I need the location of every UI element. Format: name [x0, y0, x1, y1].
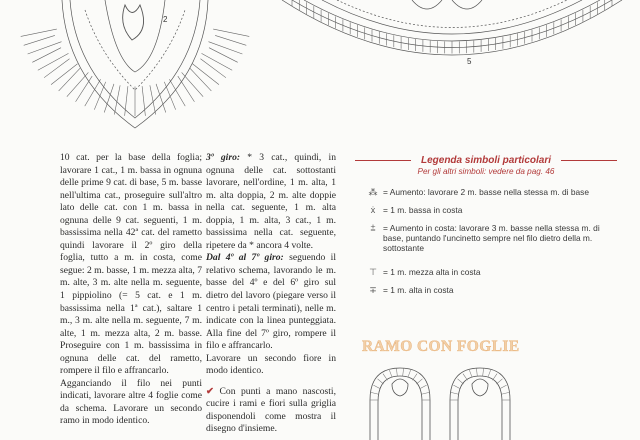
increase-symbol-icon: ⁂ [368, 187, 378, 197]
stitch-mark [59, 68, 80, 91]
instructions-column-1 [60, 152, 202, 428]
giro3-paragraph [206, 152, 336, 252]
stitch-mark [192, 64, 219, 85]
stitch-mark [469, 370, 472, 377]
stitch-mark [451, 392, 459, 394]
stitch-mark [419, 385, 426, 389]
rib-single-symbol-icon: ẋ [370, 205, 376, 215]
stitch-mark [67, 72, 89, 96]
legend-subtitle: Per gli altri simboli: vedere da pag. 46 [417, 167, 555, 176]
giro4-paragraph [206, 252, 336, 352]
rib-increase-symbol-icon: ⩲ [370, 223, 376, 233]
giro3-heading: 3º giro: [206, 152, 241, 163]
stitch-mark [408, 370, 411, 377]
check-icon: ✔ [206, 385, 215, 397]
giro3-text: * 3 cat., quindi, in ognuna delle cat. sottostanti lavorare, nell'ordine, 1 m. alta, 1 m. alta doppia, 2 m. alte doppie nella cat. seguente, 1 m. alta doppia, 1 m. alta, 3 cat., 1 m. bassissima nella cat. seguente, ripetere da * ancora 4 volte. [206, 152, 336, 251]
stitch-mark [182, 72, 204, 96]
legend-text: = Aumento: lavorare 2 m. basse nella stessa m. di base [383, 187, 589, 197]
legend-text: = 1 m. bassa in costa [383, 205, 463, 215]
stitch-mark [483, 368, 484, 376]
stitch-mark [200, 59, 225, 78]
stitch-mark [104, 84, 114, 113]
stitch-mark [378, 379, 384, 384]
stitch-mark [94, 82, 105, 110]
stitch-mark [476, 368, 477, 376]
instructions-paragraph: 10 cat. per la base della foglia; lavorare 1 cat., 1 m. bassa in ognuna delle prime 9 cat. di base, 5 m. basse nell'ultima cat., proseguire sull'altro lato delle cat. con 1 m. bassa in ognuna delle 9 cat. seguenti, 1 m. bassissima nella 42ª cat. del rametto quindi lavorare il 2º giro della foglia, tutto a m. in costa, come segue: 2 m. basse, 1 m. mezza alta, 7 m. alte, 3 m. alte nella m. seguente, 1 pippiolino (= 5 cat. e 1 m. bassissima nella 1ª cat.), saltare 1 m., 3 m. alte nella m. seguente, 7 m. alte, 1 m. mezza alta, 2 m. basse. Proseguire con 1 m. bassissima in ognuna delle cat. del rametto, rompere il filo e affrancarlo. [60, 152, 202, 377]
legend-row-rib-increase [363, 223, 613, 253]
stitch-mark [215, 35, 246, 45]
diagram-label-2: 2 [163, 15, 168, 24]
giro4-text: seguendo il relativo schema, lavorando le m. basse del 4º e del 6º giro sul dietro del lavoro (piegare verso il centro i petali terminati), nelle m. indicate con la linea punteggiata. Alla fine del 7º giro, rompere il filo e affrancarlo. [206, 252, 336, 352]
instructions-column-2 [206, 152, 336, 436]
giro4-heading: Dal 4º al 7º giro: [206, 252, 284, 264]
stitch-mark [501, 392, 509, 394]
stitch-mark [412, 374, 417, 381]
flower-crochet-diagram [0, 0, 250, 140]
stitch-mark [458, 379, 464, 384]
stitch-mark [156, 84, 166, 113]
stitch-mark [383, 374, 388, 381]
legend-text: = 1 m. alta in costa [383, 285, 454, 295]
stitch-mark [51, 64, 78, 85]
stitch-mark [213, 29, 249, 36]
stitch-mark [373, 385, 380, 389]
stitch-mark [164, 82, 175, 110]
instructions-paragraph: Agganciando il filo nei punti indicati, lavorare altre 4 foglie come da schema. Lavorare un secondo ramo in modo identico. [60, 377, 202, 427]
stitch-mark [371, 392, 379, 394]
stitch-mark [389, 370, 392, 377]
sewing-note-text: Con punti a mano nascosti, cucire i rami e fiori sulla griglia disponendoli come mostra il disegno d'insieme. [206, 385, 336, 435]
stitch-mark [38, 53, 69, 70]
stitch-mark [488, 370, 491, 377]
stitch-mark [421, 392, 429, 394]
stitch-mark [496, 379, 502, 384]
legend-row-increase [363, 187, 613, 197]
stitch-mark [24, 35, 55, 45]
stitch-mark [208, 42, 242, 54]
symbol-legend [355, 155, 617, 302]
stitch-mark [202, 53, 233, 70]
stitch-mark [453, 385, 460, 389]
second-flower-text: Lavorare un secondo fiore in modo identico. [206, 352, 336, 377]
stitch-mark [85, 79, 101, 106]
stitch-mark [492, 374, 497, 381]
stitch-mark [28, 42, 62, 54]
treble-symbol-icon: ∓ [369, 285, 377, 295]
stitch-mark [21, 29, 57, 36]
legend-title: Legenda simboli particolari [411, 155, 561, 166]
stitch-mark [416, 379, 422, 384]
legend-text: = 1 m. mezza alta in costa [383, 267, 481, 277]
stitch-mark [463, 374, 468, 381]
stitch-mark [44, 59, 69, 78]
legend-row-treble [363, 285, 613, 295]
legend-row-half-treble [363, 267, 613, 277]
stitch-mark [169, 79, 185, 106]
leaf-branch-diagram [360, 360, 640, 440]
half-treble-symbol-icon: ⊤ [369, 267, 377, 277]
stitch-mark [499, 385, 506, 389]
ramo-section-title: RAMO CON FOGLIE [362, 338, 520, 355]
stitch-mark [396, 368, 397, 376]
stitch-mark [190, 68, 211, 91]
diagram-label-5: 5 [467, 57, 472, 66]
stitch-mark [403, 368, 404, 376]
legend-row-rib-single [363, 205, 613, 215]
sewing-note [206, 386, 336, 436]
legend-text: = Aumento in costa: lavorare 3 m. basse nella stessa m. di base, puntando l'uncinetto sempre nel filo dietro della m. sottostante [383, 223, 600, 253]
border-crochet-diagram [262, 0, 640, 140]
